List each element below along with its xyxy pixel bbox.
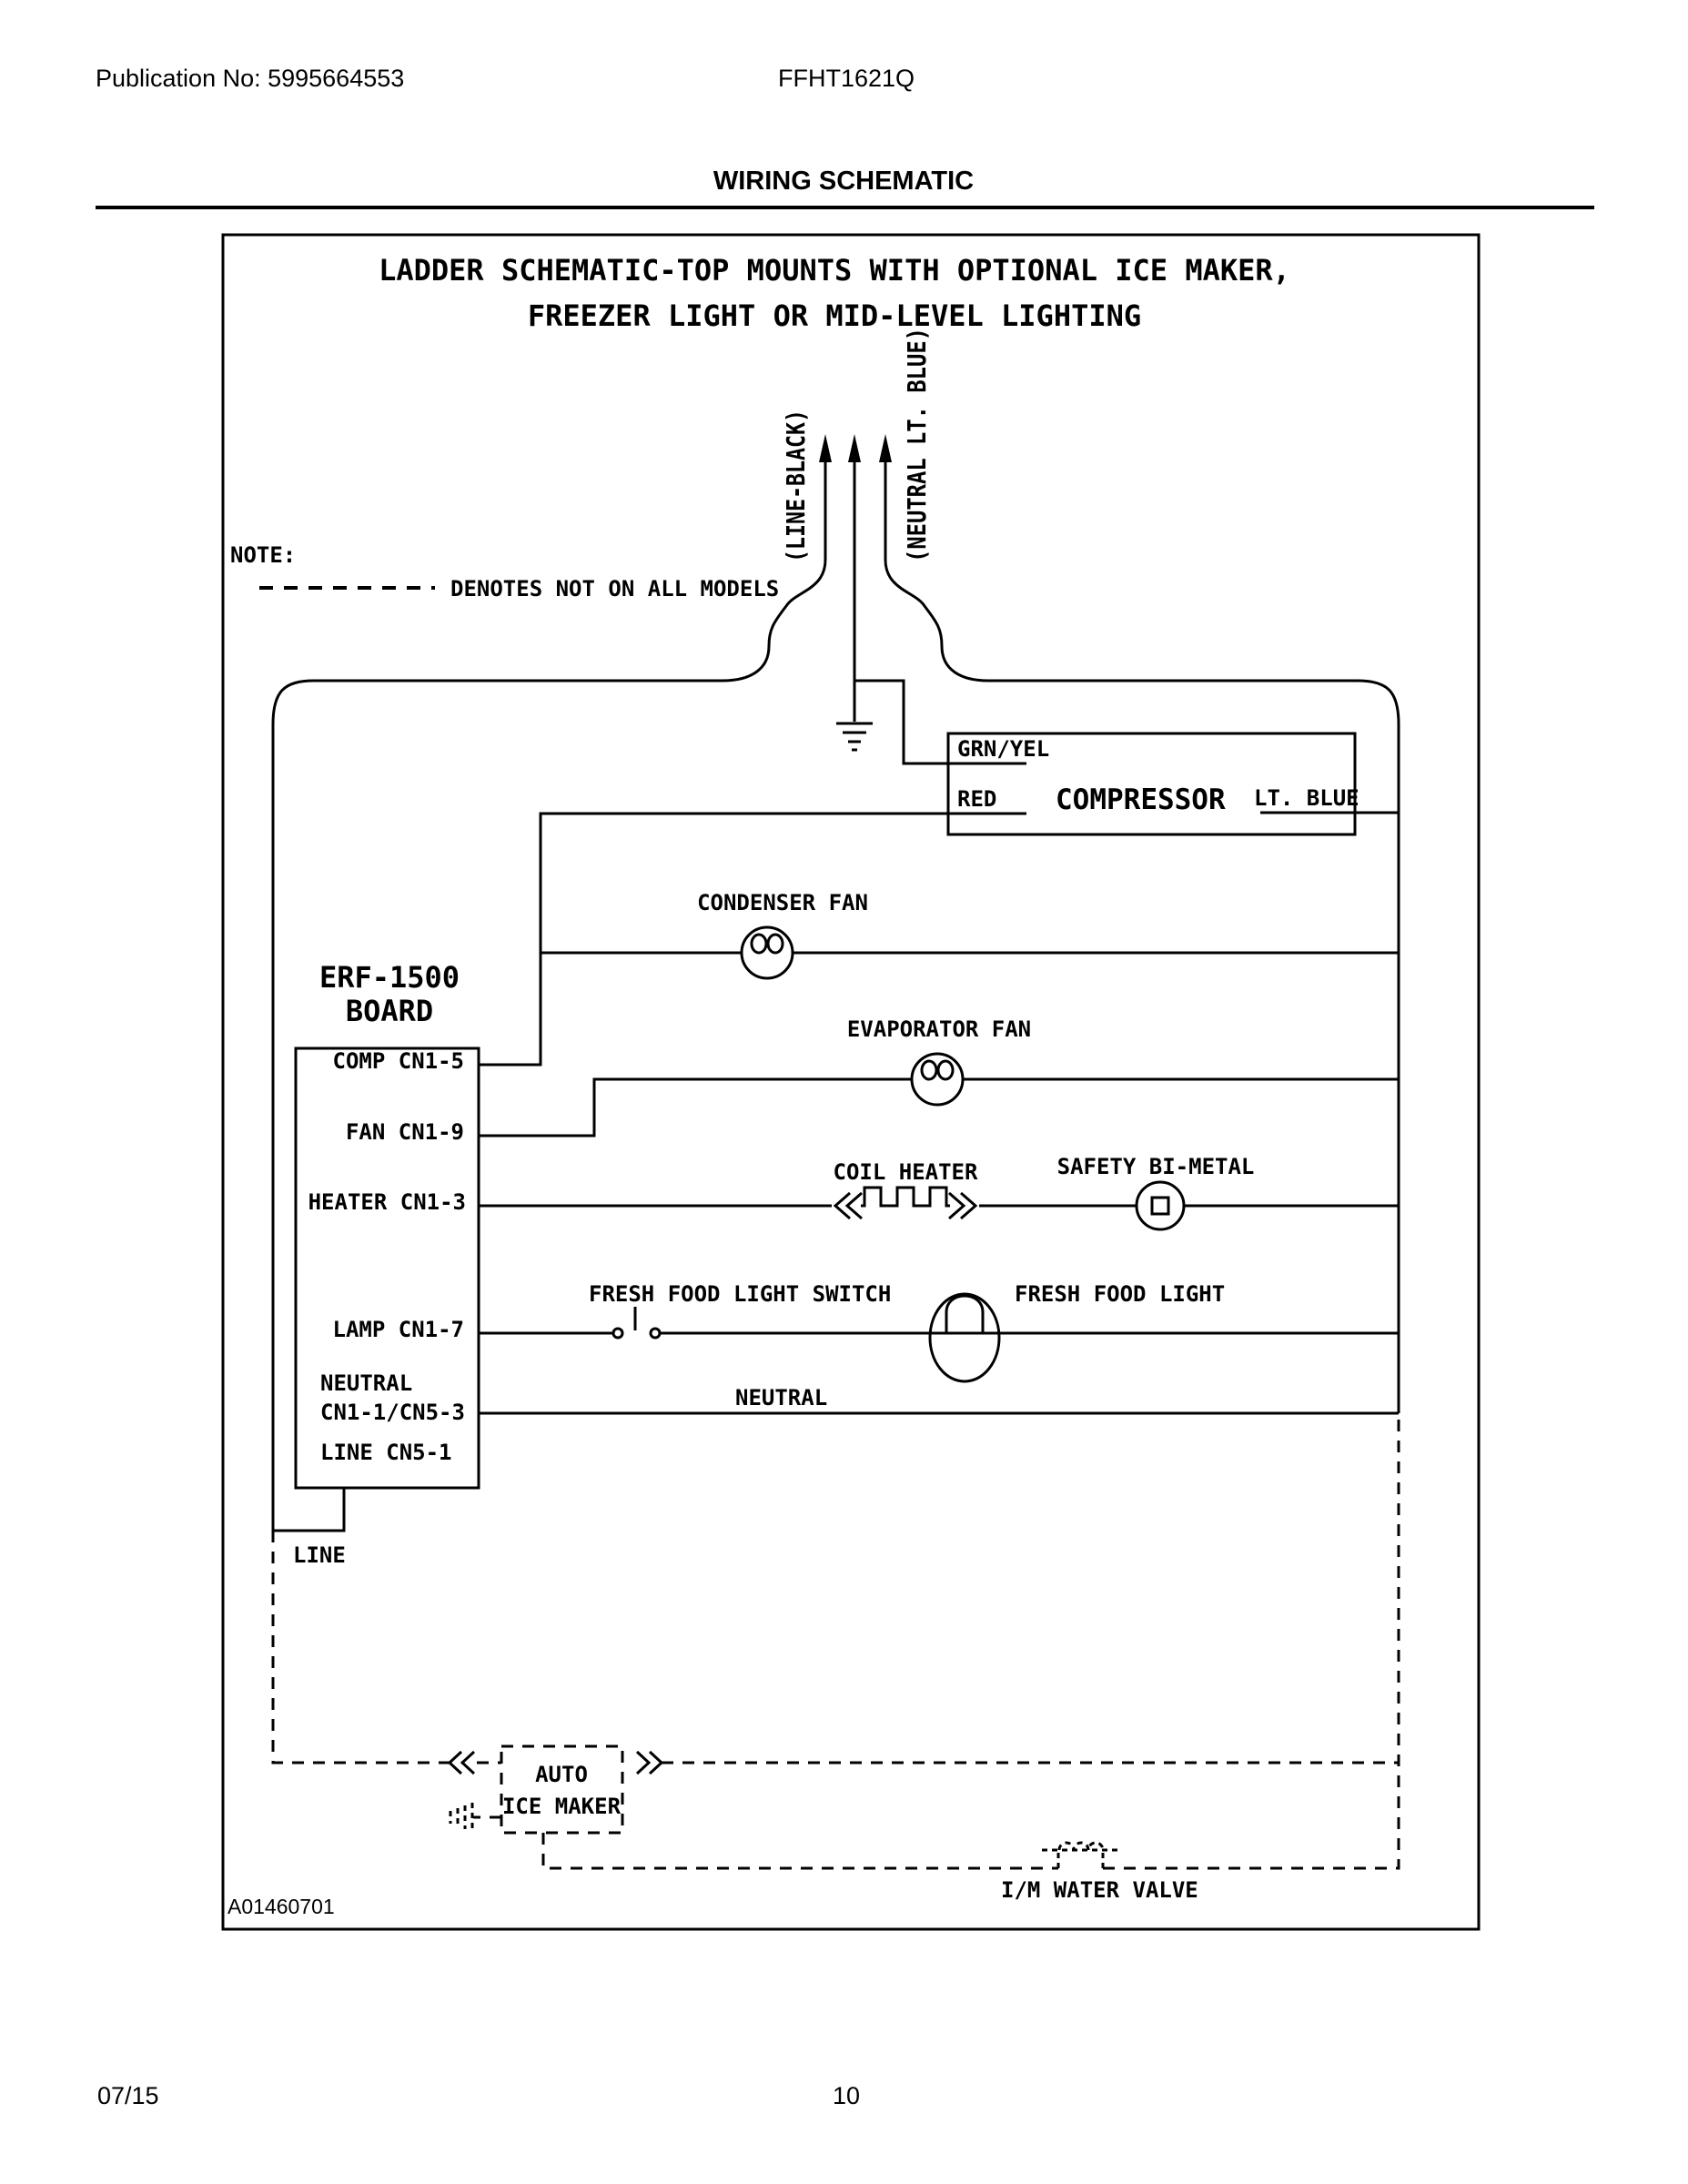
water-valve-coil-icon bbox=[1042, 1843, 1119, 1868]
line-exit-wire bbox=[273, 1488, 344, 1531]
icemaker-label-line2: ICE MAKER bbox=[501, 1794, 622, 1819]
water-valve-label: I/M WATER VALVE bbox=[1001, 1877, 1198, 1903]
coil-heater-icon bbox=[861, 1188, 950, 1206]
evaporator-fan-icon bbox=[912, 1054, 963, 1105]
line-wire-label: (LINE-BLACK) bbox=[781, 378, 811, 562]
safety-bimetal-icon bbox=[1137, 1182, 1184, 1229]
light-switch-icon bbox=[613, 1307, 660, 1338]
board-title-line2: BOARD bbox=[345, 994, 434, 1028]
neutral-bus-label: NEUTRAL bbox=[735, 1385, 828, 1410]
ground-arrow-icon bbox=[848, 434, 861, 462]
evaporator-fan-label: EVAPORATOR FAN bbox=[846, 1016, 1032, 1042]
schematic-title-line1: LADDER SCHEMATIC-TOP MOUNTS WITH OPTIONAL ICE MAKER, bbox=[379, 253, 1290, 288]
compressor-wire-left-label: RED bbox=[957, 786, 997, 812]
icemaker-chevrons-right-icon bbox=[637, 1752, 662, 1774]
footer-date: 07/15 bbox=[97, 2082, 159, 2109]
line-arrow-icon bbox=[819, 434, 832, 462]
condenser-fan-label: CONDENSER FAN bbox=[697, 890, 868, 915]
ff-light-switch-label: FRESH FOOD LIGHT SWITCH bbox=[589, 1281, 892, 1307]
neutral-rail bbox=[885, 460, 1399, 1413]
model-number: FFHT1621Q bbox=[778, 65, 915, 92]
neutral-arrow-icon bbox=[879, 434, 892, 462]
safety-bimetal-label: SAFETY BI-METAL bbox=[1056, 1154, 1255, 1179]
publication-number: Publication No: 5995664553 bbox=[96, 65, 405, 92]
icemaker-chevrons-left-icon bbox=[450, 1752, 474, 1774]
coil-heater-label: COIL HEATER bbox=[833, 1159, 978, 1185]
note-label: NOTE: bbox=[230, 542, 297, 568]
earth-ground-icon bbox=[836, 723, 873, 750]
connector-chevrons-right-icon bbox=[949, 1193, 975, 1218]
line-bus-label: LINE bbox=[293, 1542, 346, 1568]
connector-chevrons-left-icon bbox=[835, 1193, 862, 1218]
board-pin-heater: HEATER CN1-3 bbox=[308, 1189, 466, 1215]
note-text: DENOTES NOT ON ALL MODELS bbox=[450, 576, 780, 602]
board-pin-fan: FAN CN1-9 bbox=[345, 1119, 464, 1145]
board-title-line1: ERF-1500 bbox=[318, 960, 460, 995]
light-bulb-icon bbox=[930, 1294, 999, 1381]
page-title: WIRING SCHEMATIC bbox=[713, 167, 975, 196]
neutral-wire-label: (NEUTRAL LT. BLUE) bbox=[902, 286, 932, 562]
compressor-label: COMPRESSOR bbox=[1056, 784, 1226, 816]
icemaker-label-line1: AUTO bbox=[535, 1762, 588, 1787]
board-pin-lamp: LAMP CN1-7 bbox=[332, 1317, 464, 1342]
harness-connector-icon bbox=[450, 1803, 472, 1832]
footer-page-number: 10 bbox=[833, 2082, 861, 2109]
board-pin-line: LINE CN5-1 bbox=[320, 1440, 452, 1465]
compressor-wire-right-label: LT. BLUE bbox=[1254, 785, 1359, 811]
compressor-wire-ground-label: GRN/YEL bbox=[957, 736, 1050, 762]
icemaker-box bbox=[501, 1746, 622, 1833]
valve-row-dashed-right bbox=[1103, 1413, 1399, 1868]
figure-border bbox=[223, 235, 1479, 1929]
condenser-fan-icon bbox=[742, 927, 793, 978]
ff-light-label: FRESH FOOD LIGHT bbox=[1015, 1281, 1226, 1307]
board-pin-neutral-line2: CN1-1/CN5-3 bbox=[320, 1400, 465, 1425]
schematic-title-line2: FREEZER LIGHT OR MID-LEVEL LIGHTING bbox=[527, 298, 1142, 333]
board-pin-comp: COMP CN1-5 bbox=[332, 1048, 464, 1074]
figure-code: A01460701 bbox=[227, 1895, 335, 1918]
board-pin-neutral-line1: NEUTRAL bbox=[320, 1370, 413, 1396]
valve-row-dashed-left bbox=[543, 1833, 1058, 1868]
